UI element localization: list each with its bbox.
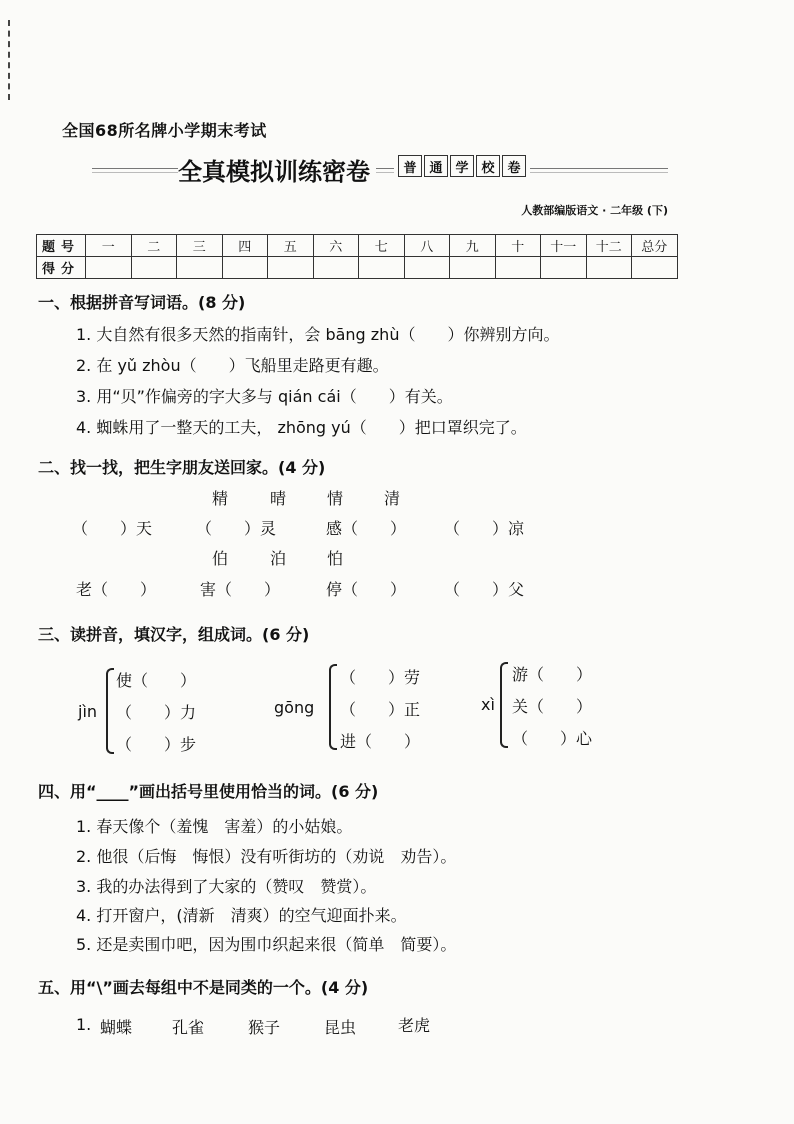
column-header: 八 [404, 235, 450, 257]
score-cell[interactable] [404, 257, 450, 279]
char-option: 清 [384, 489, 401, 508]
brace-icon [329, 664, 337, 750]
column-header: 三 [177, 235, 223, 257]
word-option[interactable]: 老虎 [398, 1016, 431, 1035]
s4-item-3: 3. 我的办法得到了大家的（赞叹 赞赏）。 [76, 877, 377, 896]
s1-item-1: 1. 大自然有很多天然的指南针，会 bāng zhù（ ）你辨别方向。 [76, 325, 560, 344]
fill-blank[interactable]: （ ）步 [116, 735, 197, 754]
column-header: 五 [268, 235, 314, 257]
score-cell[interactable] [541, 257, 587, 279]
s1-item-3: 3. 用“贝”作偏旁的字大多与 qián cái（ ）有关。 [76, 387, 453, 406]
fill-blank[interactable]: （ ）力 [116, 703, 197, 722]
column-header: 十一 [541, 235, 587, 257]
fill-blank[interactable]: 游（ ） [512, 665, 593, 684]
fill-blank[interactable]: 感（ ） [326, 519, 407, 538]
score-cell[interactable] [131, 257, 177, 279]
char-option: 情 [327, 489, 344, 508]
score-cell[interactable] [632, 257, 678, 279]
tag-char: 普 [398, 155, 422, 177]
char-option: 精 [212, 489, 229, 508]
column-header: 四 [222, 235, 268, 257]
tag-char: 学 [450, 155, 474, 177]
edition-subtitle: 人教部编版语文 · 二年级 (下) [521, 204, 668, 217]
pinyin-label: xì [481, 695, 495, 714]
column-header: 七 [359, 235, 405, 257]
word-option[interactable]: 昆虫 [324, 1018, 357, 1037]
s1-item-2: 2. 在 yǔ zhòu（ ）飞船里走路更有趣。 [76, 356, 389, 375]
section-1-heading: 一、根据拼音写词语。(8 分) [38, 293, 246, 312]
column-header: 九 [450, 235, 496, 257]
score-row [37, 257, 678, 279]
school-tag [394, 155, 530, 177]
word-option[interactable]: 孔雀 [172, 1018, 205, 1037]
brace-icon [106, 668, 114, 754]
word-option[interactable]: 蝴蝶 [100, 1018, 133, 1037]
s4-item-5: 5. 还是卖围巾吧，因为围巾织起来很（简单 简要）。 [76, 935, 457, 954]
question-number-row [37, 235, 678, 257]
pinyin-label: jìn [78, 702, 98, 721]
column-header: 一 [86, 235, 132, 257]
row-label: 得分 [37, 257, 86, 279]
fill-blank[interactable]: 害（ ） [200, 580, 281, 599]
s4-item-2: 2. 他很（后悔 悔恨）没有听街坊的（劝说 劝告）。 [76, 847, 457, 866]
s4-item-1: 1. 春天像个（羞愧 害羞）的小姑娘。 [76, 817, 353, 836]
char-option: 怕 [327, 549, 344, 568]
tag-char: 通 [424, 155, 448, 177]
pinyin-label: gōng [274, 698, 315, 717]
fill-blank[interactable]: （ ）天 [72, 519, 153, 538]
score-cell[interactable] [359, 257, 405, 279]
s5-item-1-prefix: 1. [76, 1015, 92, 1034]
fill-blank[interactable]: （ ）心 [512, 729, 593, 748]
char-option: 泊 [270, 549, 287, 568]
score-cell[interactable] [86, 257, 132, 279]
fill-blank[interactable]: 关（ ） [512, 697, 593, 716]
row-label: 题号 [37, 235, 86, 257]
fill-blank[interactable]: 老（ ） [76, 580, 157, 599]
section-2-heading: 二、找一找，把生字朋友送回家。(4 分) [38, 458, 326, 477]
fill-blank[interactable]: （ ）凉 [444, 519, 525, 538]
fill-blank[interactable]: 使（ ） [116, 671, 197, 690]
s4-item-4: 4. 打开窗户，(清新 清爽）的空气迎面扑来。 [76, 906, 407, 925]
column-header: 十 [495, 235, 541, 257]
score-cell[interactable] [450, 257, 496, 279]
score-cell[interactable] [586, 257, 632, 279]
column-header: 二 [131, 235, 177, 257]
section-4-heading: 四、用“____”画出括号里使用恰当的词。(6 分) [38, 782, 379, 801]
fill-blank[interactable]: （ ）灵 [196, 519, 277, 538]
fill-blank[interactable]: （ ）父 [444, 580, 525, 599]
fill-blank[interactable]: 进（ ） [340, 732, 421, 751]
char-option: 伯 [212, 549, 229, 568]
s1-item-4: 4. 蜘蛛用了一整天的工夫， zhōng yú（ ）把口罩织完了。 [76, 418, 527, 437]
section-3-heading: 三、读拼音，填汉字，组成词。(6 分) [38, 625, 310, 644]
column-header: 十二 [586, 235, 632, 257]
fill-blank[interactable]: （ ）正 [340, 700, 421, 719]
cut-line [8, 20, 10, 100]
fill-blank[interactable]: 停（ ） [326, 580, 407, 599]
score-cell[interactable] [313, 257, 359, 279]
tag-char: 卷 [502, 155, 526, 177]
brace-icon [500, 662, 508, 748]
section-5-heading: 五、用“\”画去每组中不是同类的一个。(4 分) [38, 978, 369, 997]
score-cell[interactable] [177, 257, 223, 279]
score-cell[interactable] [222, 257, 268, 279]
column-header: 六 [313, 235, 359, 257]
fill-blank[interactable]: （ ）劳 [340, 668, 421, 687]
main-title: 全真模拟训练密卷 [178, 152, 376, 187]
word-option[interactable]: 猴子 [248, 1018, 281, 1037]
score-table [36, 234, 678, 279]
score-cell[interactable] [268, 257, 314, 279]
exam-series-title: 全国68所名牌小学期末考试 [62, 121, 267, 140]
score-cell[interactable] [495, 257, 541, 279]
char-option: 晴 [270, 489, 287, 508]
column-header: 总分 [632, 235, 678, 257]
tag-char: 校 [476, 155, 500, 177]
